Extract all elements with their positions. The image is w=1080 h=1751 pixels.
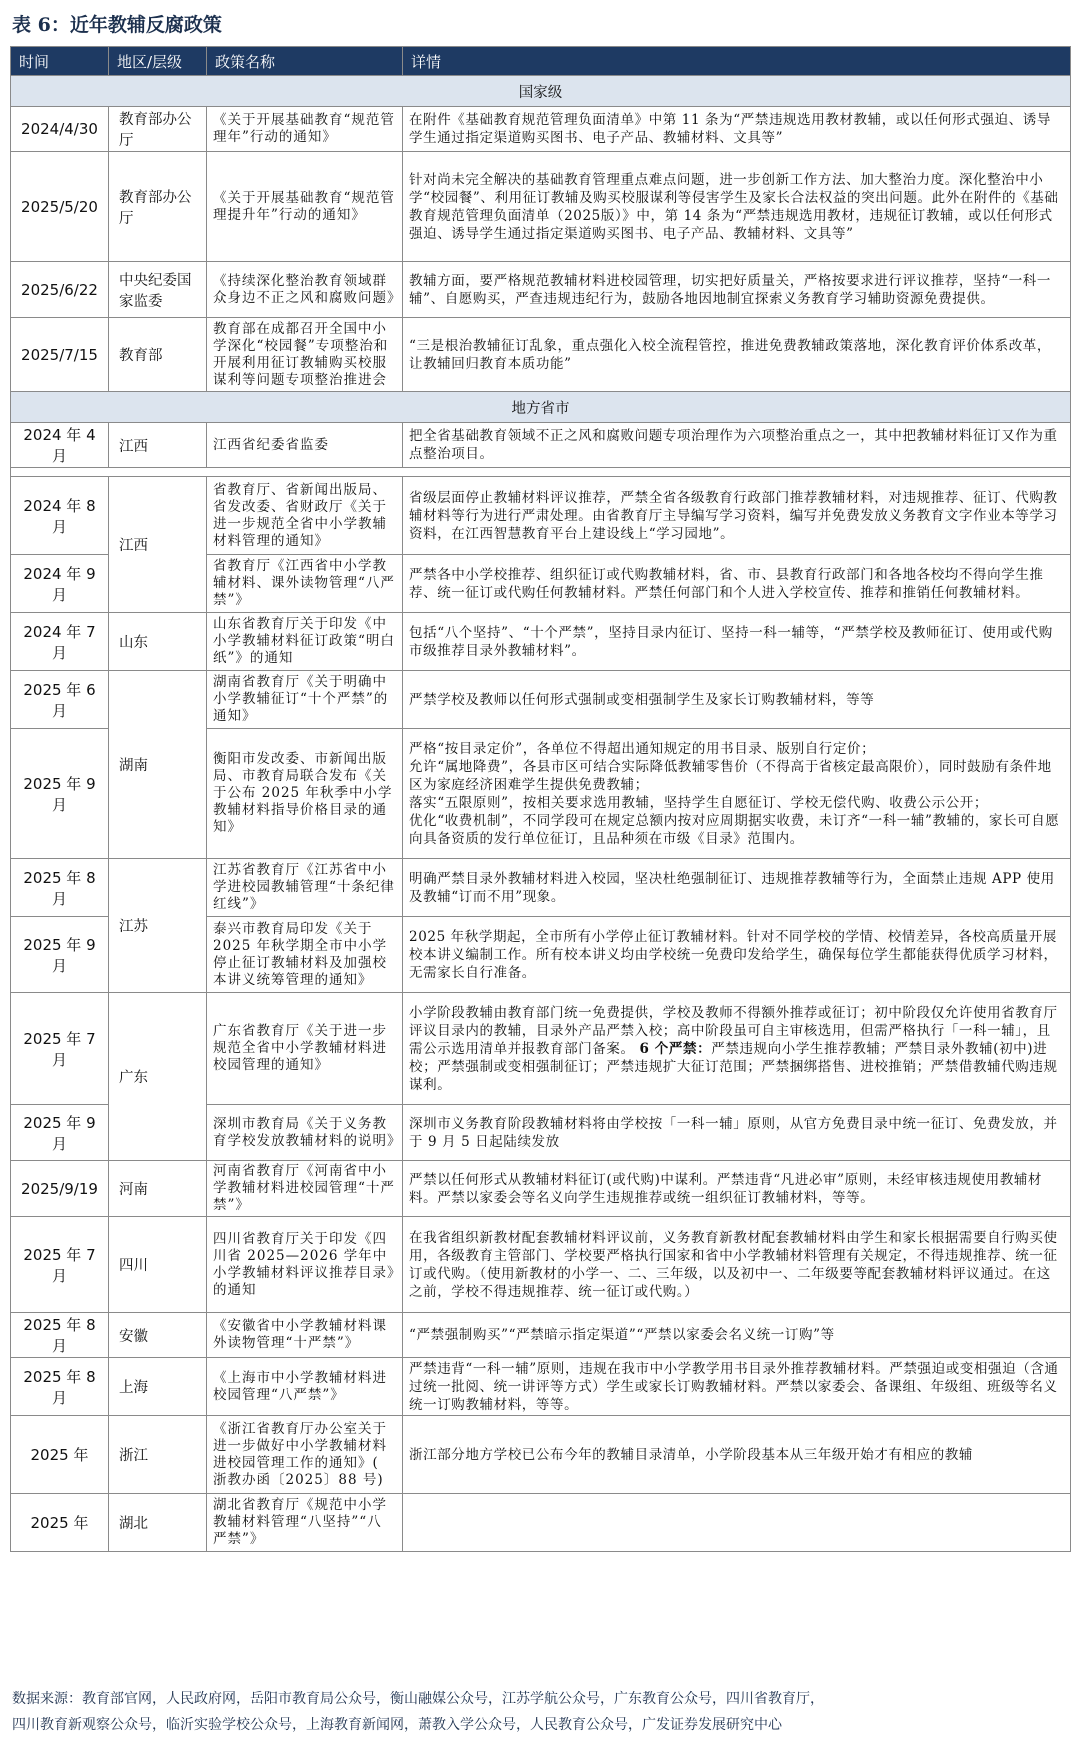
row-date: 2025 年 8 月: [11, 1313, 109, 1358]
row-region: 山东: [109, 613, 207, 671]
row-policy: 《浙江省教育厅办公室关于进一步做好中小学教辅材料进校园管理工作的通知》( 浙教办函〔2025〕88 号): [207, 1416, 403, 1494]
policy-table: [10, 46, 1071, 1552]
detail-line: 严格“按目录定价”，各单位不得超出通知规定的用书目录、版别自行定价；: [409, 740, 876, 757]
detail-text: 小学阶段教辅由教育部门统一免费提供，学校及教师不得额外推荐或征订；初中阶段仅允许使用省教育厅评议目录内的教辅，目录外产品严禁入校；高中阶段虽可自主审核选用，但需严格执行「一科一辅」，且需公示选用清单并报教育部门备案。: [409, 1004, 1058, 1057]
header-policy: 政策名称: [207, 47, 403, 76]
row-detail: 在我省组织新教材配套教辅材料评议前，义务教育新教材配套教辅材料由学生和家长根据需要自行购买使用，各级教育主管部门、学校要严格执行国家和省中小学教辅材料管理有关规定，不得违规推荐、统一征订或代购。（使用新教材的小学一、二、三年级，以及初中一、二年级要等配套教辅材料评议通过。在这之前，学校不得违规推荐、统一征订或代购。）: [403, 1217, 1071, 1313]
header-region: 地区/层级: [109, 47, 207, 76]
row-date: 2025 年 7 月: [11, 1217, 109, 1313]
table-row: [11, 993, 1071, 1105]
table-row: [11, 613, 1071, 671]
table-title: 表 6：近年教辅反腐政策: [12, 14, 222, 36]
row-region: 江西: [109, 477, 207, 613]
row-date: 2025 年 8 月: [11, 1358, 109, 1416]
row-region: 教育部办公厅: [109, 107, 207, 152]
row-policy: 湖南省教育厅《关于明确中小学教辅征订“十个严禁”的通知》: [207, 671, 403, 729]
detail-line: 优化“收费机制”，不同学段可在规定总额内按对应周期据实收费，未订齐“一科一辅”教辅的，家长可自愿向具备资质的发行单位征订，且品种须在市级《目录》范围内。: [409, 812, 1060, 847]
row-region: 安徽: [109, 1313, 207, 1358]
row-detail: 深圳市义务教育阶段教辅材料将由学校按「一科一辅」原则，从官方免费目录中统一征订、免费发放，并于 9 月 5 日起陆续发放: [403, 1105, 1071, 1161]
row-date: 2025/9/19: [11, 1161, 109, 1217]
row-policy: 江苏省教育厅《江苏省中小学进校园教辅管理“十条纪律红线”》: [207, 859, 403, 917]
row-detail: 严禁违背“一科一辅”原则，违规在我市中小学教学用书目录外推荐教辅材料。严禁强迫或变相强迫（含通过统一批阅、统一讲评等方式）学生或家长订购教辅材料。严禁以家委会、备课组、年级组、班级等名义统一订购教辅材料，等等。: [403, 1358, 1071, 1416]
row-policy: 湖北省教育厅《规范中小学教辅材料管理“八坚持”“八严禁”》: [207, 1494, 403, 1552]
row-policy: 广东省教育厅《关于进一步规范全省中小学教辅材料进校园管理的通知》: [207, 993, 403, 1105]
table-row: [11, 1494, 1071, 1552]
row-date: 2025 年 9 月: [11, 917, 109, 993]
row-region: 江西: [109, 423, 207, 468]
row-region: 教育部: [109, 318, 207, 392]
row-policy: 《安徽省中小学教辅材料课外读物管理“十严禁”》: [207, 1313, 403, 1358]
row-detail: 明确严禁目录外教辅材料进入校园，坚决杜绝强制征订、违规推荐教辅等行为，全面禁止违规 APP 使用及教辅“订而不用”现象。: [403, 859, 1071, 917]
row-gap: [11, 468, 1071, 477]
row-detail: “严禁强制购买”“严禁暗示指定渠道”“严禁以家委会名义统一订购”等: [403, 1313, 1071, 1358]
row-date: 2024 年 7 月: [11, 613, 109, 671]
row-policy: 山东省教育厅关于印发《中小学教辅材料征订政策“明白纸”》的通知: [207, 613, 403, 671]
row-policy: 省教育厅《江西省中小学教辅材料、课外读物管理“八严禁”》: [207, 555, 403, 613]
row-region: 中央纪委国家监委: [109, 262, 207, 318]
data-source: [12, 1686, 1068, 1738]
row-detail: [403, 1494, 1071, 1552]
table-row: [11, 1313, 1071, 1358]
row-detail: 严禁学校及教师以任何形式强制或变相强制学生及家长订购教辅材料，等等: [403, 671, 1071, 729]
detail-line: 允许“属地降费”，各县市区可结合实际降低教辅零售价（不得高于省核定最高限价），同时鼓励有条件地区为家庭经济困难学生提供免费教辅；: [409, 758, 1052, 793]
row-date: 2024 年 4 月: [11, 423, 109, 468]
row-detail: “三是根治教辅征订乱象，重点强化入校全流程管控，推进免费教辅政策落地，深化教育评价体系改革，让教辅回归教育本质功能”: [403, 318, 1071, 392]
table-row: [11, 423, 1071, 468]
detail-bold: 6 个严禁：: [639, 1040, 712, 1057]
header-time: 时间: [11, 47, 109, 76]
row-date: 2024/4/30: [11, 107, 109, 152]
row-policy: 江西省纪委省监委: [207, 423, 403, 468]
row-policy: 衡阳市发改委、市新闻出版局、市教育局联合发布《关于公布 2025 年秋季中小学教辅材料指导价格目录的通知》: [207, 729, 403, 859]
row-date: 2025/6/22: [11, 262, 109, 318]
row-region: 江苏: [109, 859, 207, 993]
row-date: 2024 年 8 月: [11, 477, 109, 555]
row-policy: 深圳市教育局《关于义务教育学校发放教辅材料的说明》: [207, 1105, 403, 1161]
detail-line: 落实“五限原则”，按相关要求选用教辅，坚持学生自愿征订、学校无偿代购、收费公示公开；: [409, 794, 989, 811]
row-region: 四川: [109, 1217, 207, 1313]
table-row: [11, 107, 1071, 152]
row-detail: 包括“八个坚持”、“十个严禁”，坚持目录内征订、坚持一科一辅等，“严禁学校及教师征订、使用或代购市级推荐目录外教辅材料”。: [403, 613, 1071, 671]
row-region: 湖北: [109, 1494, 207, 1552]
section-national: [11, 76, 1071, 107]
table-row: [11, 1358, 1071, 1416]
row-region: 湖南: [109, 671, 207, 859]
table-row: [11, 859, 1071, 917]
row-region: 上海: [109, 1358, 207, 1416]
table-row: [11, 262, 1071, 318]
row-policy: 河南省教育厅《河南省中小学教辅材料进校园管理“十严禁”》: [207, 1161, 403, 1217]
row-region: 教育部办公厅: [109, 152, 207, 262]
row-date: 2025 年 9 月: [11, 1105, 109, 1161]
row-date: 2025 年 8 月: [11, 859, 109, 917]
row-policy: 《持续深化整治教育领域群众身边不正之风和腐败问题》: [207, 262, 403, 318]
table-row: [11, 318, 1071, 392]
table-row: [11, 1416, 1071, 1494]
row-policy: 四川省教育厅关于印发《四川省 2025—2026 学年中小学教辅材料评议推荐目录》的通知: [207, 1217, 403, 1313]
row-detail: [403, 729, 1071, 859]
row-detail: 浙江部分地方学校已公布今年的教辅目录清单，小学阶段基本从三年级开始才有相应的教辅: [403, 1416, 1071, 1494]
row-policy: 泰兴市教育局印发《关于 2025 年秋学期全市中小学停止征订教辅材料及加强校本讲义统筹管理的通知》: [207, 917, 403, 993]
row-policy: 《关于开展基础教育“规范管理年”行动的通知》: [207, 107, 403, 152]
table-row: [11, 1161, 1071, 1217]
row-policy: 《上海市中小学教辅材料进校园管理“八严禁”》: [207, 1358, 403, 1416]
source-line: 数据来源：教育部官网，人民政府网，岳阳市教育局公众号，衡山融媒公众号，江苏学航公众号，广东教育公众号，四川省教育厅，: [12, 1691, 824, 1707]
row-detail: 把全省基础教育领域不正之风和腐败问题专项治理作为六项整治重点之一，其中把教辅材料征订又作为重点整治项目。: [403, 423, 1071, 468]
row-date: 2025 年: [11, 1494, 109, 1552]
row-date: 2025 年 7 月: [11, 993, 109, 1105]
row-detail: 在附件《基础教育规范管理负面清单》中第 11 条为“严禁违规选用教材教辅，或以任何形式强迫、诱导学生通过指定渠道购买图书、电子产品、教辅材料、文具等”: [403, 107, 1071, 152]
row-region: 河南: [109, 1161, 207, 1217]
table-row: [11, 152, 1071, 262]
row-detail: 严禁各中小学校推荐、组织征订或代购教辅材料，省、市、县教育行政部门和各地各校均不得向学生推荐、统一征订或代购任何教辅材料。严禁任何部门和个人进入学校宣传、推荐和推销任何教辅材料。: [403, 555, 1071, 613]
row-date: 2025 年 9 月: [11, 729, 109, 859]
row-date: 2025 年: [11, 1416, 109, 1494]
row-date: 2025/7/15: [11, 318, 109, 392]
row-region: 广东: [109, 993, 207, 1161]
row-policy: 教育部在成都召开全国中小学深化“校园餐”专项整治和开展利用征订教辅购买校服谋利等问题专项整治推进会: [207, 318, 403, 392]
header-row: [11, 47, 1071, 76]
row-detail: [403, 993, 1071, 1105]
table-row: [11, 477, 1071, 555]
source-line: 四川教育新观察公众号，临沂实验学校公众号，上海教育新闻网，萧教入学公众号，人民教育公众号，广发证券发展研究中心: [12, 1717, 782, 1733]
header-detail: 详情: [403, 47, 1071, 76]
table-row: [11, 671, 1071, 729]
row-detail: 严禁以任何形式从教辅材料征订(或代购)中谋利。严禁违背“凡进必审”原则，未经审核违规使用教辅材料。严禁以家委会等名义向学生违规推荐或统一组织征订教辅材料，等等。: [403, 1161, 1071, 1217]
row-detail: 针对尚未完全解决的基础教育管理重点难点问题，进一步创新工作方法、加大整治力度。深化整治中小学“校园餐”、利用征订教辅及购买校服谋利等侵害学生及家长合法权益的突出问题。此外在附件的《基础教育规范管理负面清单（2025版）》中，第 14 条为“严禁违规选用教材，违规征订教辅，或以任何形式强迫、诱导学生通过指定渠道购买图书、电子产品、教辅材料、文具等”: [403, 152, 1071, 262]
detail-text: 严禁违规向小学生推荐教辅；严禁目录外教辅(初中)进校；严禁强制或变相强制征订；严禁违规扩大征订范围；严禁捆绑搭售、进校推销；严禁借教辅代购违规谋利。: [409, 1040, 1058, 1093]
row-detail: 2025 年秋学期起，全市所有小学停止征订教辅材料。针对不同学校的学情、校情差异，各校高质量开展校本讲义编制工作。所有校本讲义均由学校统一免费印发给学生，确保每位学生都能获得优质学习材料，无需家长自行准备。: [403, 917, 1071, 993]
section-local: [11, 392, 1071, 423]
row-date: 2024 年 9 月: [11, 555, 109, 613]
section-label: 国家级: [11, 76, 1071, 107]
table-row: [11, 1217, 1071, 1313]
row-policy: 省教育厅、省新闻出版局、省发改委、省财政厅《关于进一步规范全省中小学教辅材料管理的通知》: [207, 477, 403, 555]
row-detail: 教辅方面，要严格规范教辅材料进校园管理，切实把好质量关，严格按要求进行评议推荐，坚持“一科一辅”、自愿购买，严查违规违纪行为，鼓励各地因地制宜探索义务教育学习辅助资源免费提供。: [403, 262, 1071, 318]
row-date: 2025 年 6 月: [11, 671, 109, 729]
row-date: 2025/5/20: [11, 152, 109, 262]
row-detail: 省级层面停止教辅材料评议推荐，严禁全省各级教育行政部门推荐教辅材料，对违规推荐、征订、代购教辅材料等行为进行严肃处理。由省教育厅主导编写学习资料，编写并免费发放义务教育文字作业本等学习资料，在江西智慧教育平台上建设线上“学习园地”。: [403, 477, 1071, 555]
section-label: 地方省市: [11, 392, 1071, 423]
row-policy: 《关于开展基础教育“规范管理提升年”行动的通知》: [207, 152, 403, 262]
row-region: 浙江: [109, 1416, 207, 1494]
